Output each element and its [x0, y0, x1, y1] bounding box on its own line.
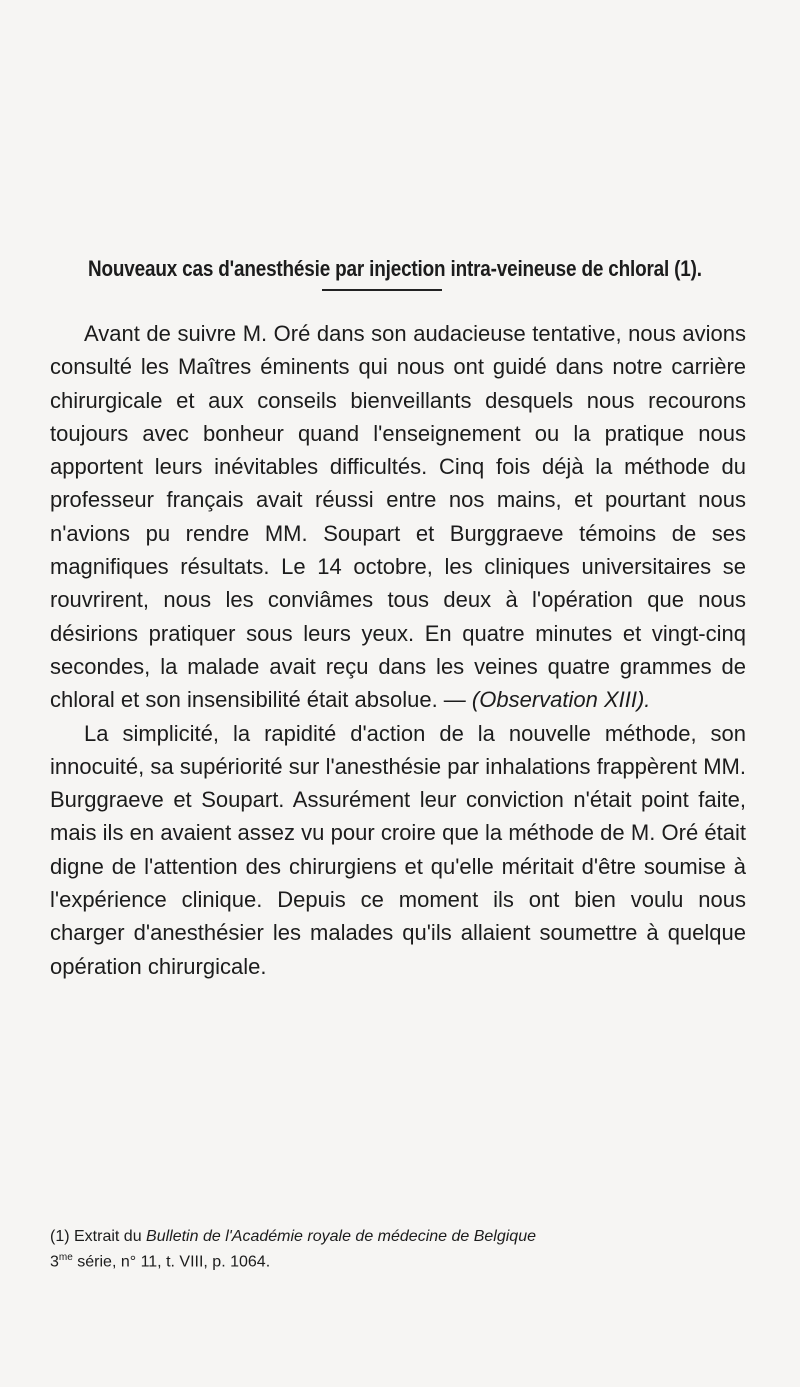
title-separator-rule [322, 289, 442, 291]
observation-reference: (Observation XIII). [471, 687, 651, 713]
footnote-journal: Bulletin de l'Académie royale de médecine de Belgique [146, 1228, 536, 1245]
footnote-series-suffix: me [58, 1252, 73, 1263]
paragraph-2: La simplicité, la rapidité d'action de la nouvelle méthode, son innocuité, sa supériorité sur l'anesthésie par inhalations frappèrent MM. Burggraeve et Soupart. Assurément leur conviction n'était point faite, mais ils en avaient assez vu pour croire que la méthode de M. Oré était digne de l'attention des chirurgiens et qu'elle méritait d'être soumise à l'expérience clinique. Depuis ce moment ils ont bien voulu nous charger d'anesthésier les malades qu'ils allaient soumettre à quelque opération chirurgicale. [50, 720, 746, 979]
footnote-prefix: (1) Extrait du [50, 1228, 147, 1245]
article-body [50, 317, 746, 983]
article-title: Nouveaux cas d'anesthésie par injection intra-veineuse de chloral (1). [88, 256, 702, 281]
paragraph-1 [50, 317, 746, 717]
footnote-series-number: 3 [50, 1253, 59, 1271]
footnote [50, 1226, 746, 1272]
footnote-rest: série, n° 11, t. VIII, p. 1064. [72, 1253, 271, 1271]
paragraph-1-text: Avant de suivre M. Oré dans son audacieuse tentative, nous avions consulté les Maîtres éminents qui nous ont guidé dans notre carrière chirurgicale et aux conseils bienveillants desquels nous recourons toujours avec bonheur quand l'enseignement ou la pratique nous apportent leurs inévitables difficultés. Cinq fois déjà la méthode du professeur français avait réussi entre nos mains, et pourtant nous n'avions pu rendre MM. Soupart et Burggraeve témoins de ses magnifiques résultats. Le 14 octobre, les cliniques universitaires se rouvrirent, nous les conviâmes tous deux à l'opération que nous désirions pratiquer sous leurs yeux. En quatre minutes et vingt-cinq secondes, la malade avait reçu dans les veines quatre grammes de chloral et son insensibilité était absolue. — [50, 321, 746, 713]
